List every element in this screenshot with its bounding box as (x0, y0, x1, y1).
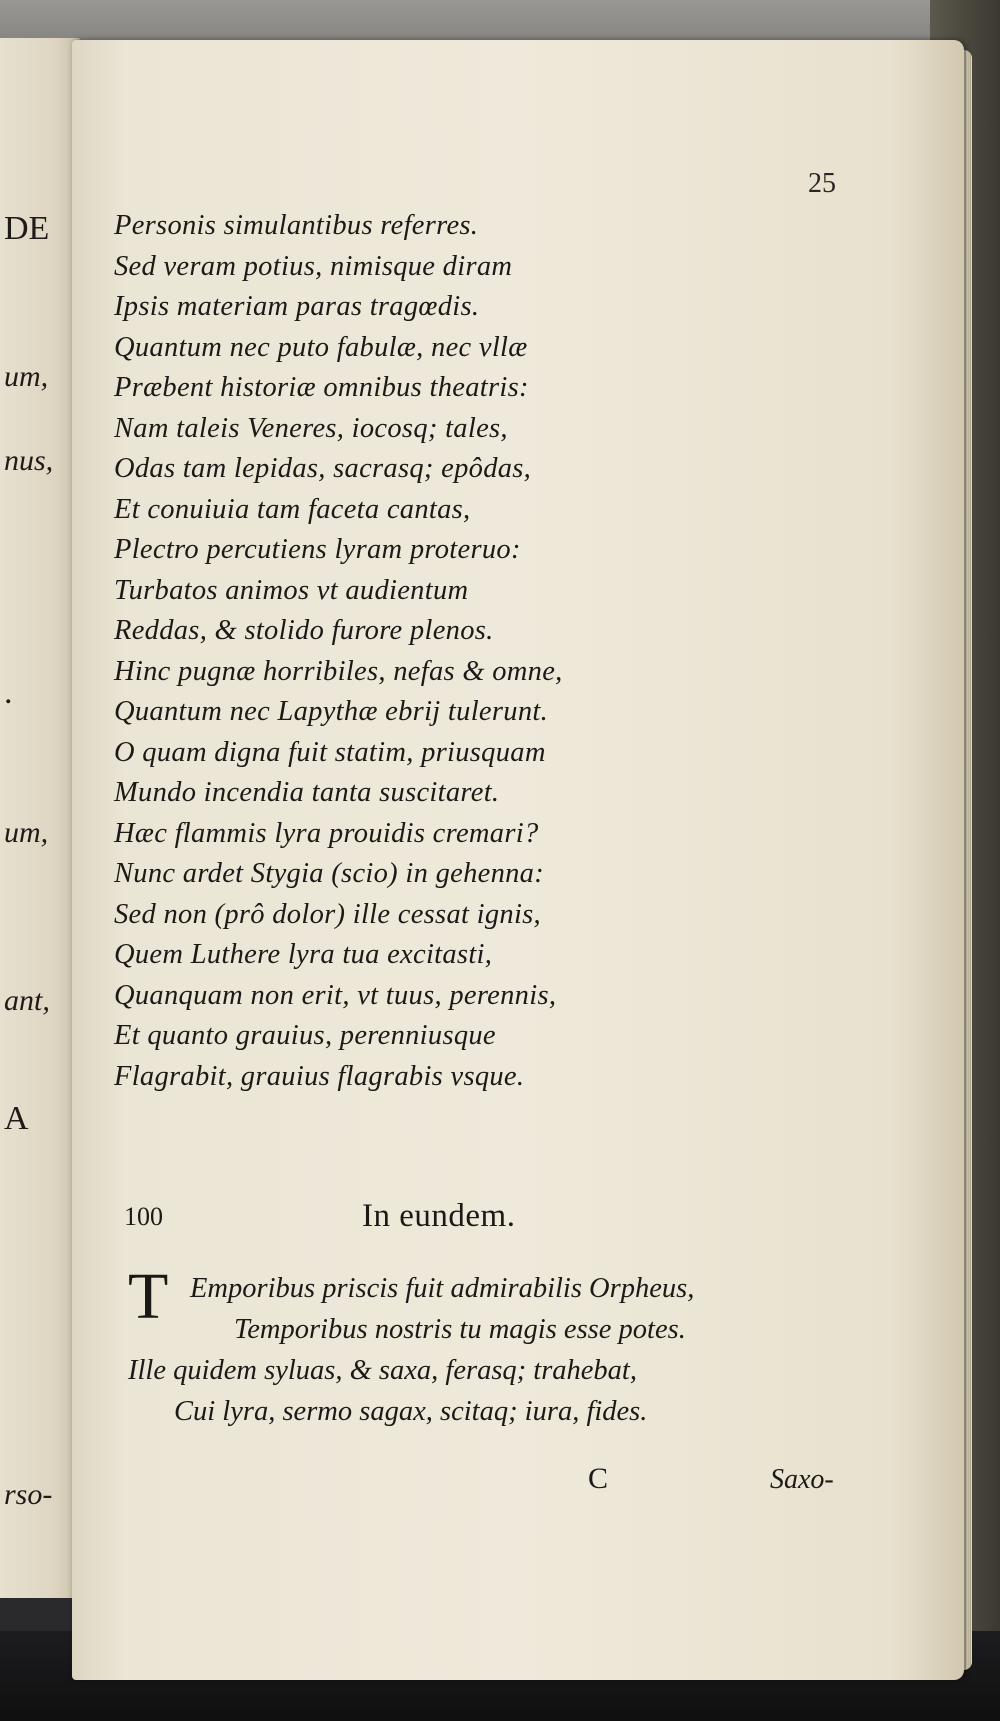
verse-line: Præbent historiæ omnibus theatris: (114, 372, 529, 403)
verse-line: Turbatos animos vt audientum (114, 574, 469, 606)
left-page-fragment: um, (4, 816, 49, 849)
verse-line: Quanquam non erit, vt tuus, perennis, (114, 979, 557, 1011)
verse-line: Odas tam lepidas, sacrasq; epôdas, (114, 453, 532, 484)
verse-line: Sed veram potius, nimisque diram (114, 250, 513, 282)
verse-line: Mundo incendia tanta suscitaret. (114, 777, 500, 808)
verse-line: Nam taleis Veneres, iocosq; tales, (114, 412, 508, 444)
verse-line: Quem Luthere lyra tua excitasti, (114, 939, 493, 970)
verse-line: O quam digna fuit statim, priusquam (114, 736, 546, 768)
epigram-line: Cui lyra, sermo sagax, scitaq; iura, fides. (174, 1396, 648, 1427)
verse-line: Sed non (prô dolor) ille cessat ignis, (114, 898, 541, 930)
left-page-fragment: ant, (4, 984, 50, 1017)
verse-line: Quantum nec puto fabulæ, nec vllæ (114, 331, 528, 363)
verse-line: Hinc pugnæ horribiles, nefas & omne, (114, 655, 563, 687)
drop-cap: T (128, 1260, 169, 1333)
left-page-fragment: DE (4, 210, 50, 247)
verse-line: Quantum nec Lapythæ ebrij tulerunt. (114, 696, 549, 727)
verse-line: Et quanto grauius, perenniusque (114, 1020, 496, 1051)
left-facing-page (0, 38, 80, 1598)
left-page-fragment: . (4, 674, 13, 711)
catchword: Saxo- (770, 1464, 834, 1495)
verse-line: Nunc ardet Stygia (scio) in gehenna: (114, 858, 545, 889)
verse-line: Et conuiuia tam faceta cantas, (114, 493, 471, 525)
verse-line: Reddas, & stolido furore plenos. (114, 615, 494, 646)
left-page-fragment: rso- (4, 1478, 53, 1511)
epigram-line: Ille quidem syluas, & saxa, ferasq; trahebat, (128, 1355, 637, 1386)
left-page-fragment: um, (4, 360, 49, 393)
verse-block (114, 206, 834, 1097)
verse-line: Flagrabit, grauius flagrabis vsque. (114, 1060, 525, 1092)
verse-line: Hæc flammis lyra prouidis cremari? (114, 817, 539, 849)
verse-line: Personis simulantibus referres. (114, 210, 479, 241)
verse-line: Ipsis materiam paras tragœdis. (114, 291, 480, 322)
left-page-fragment: nus, (4, 444, 54, 477)
left-page-fragment: A (4, 1100, 29, 1137)
page-number: 25 (808, 168, 836, 199)
verse-line: Plectro percutiens lyram proteruo: (114, 534, 521, 565)
signature-mark: C (588, 1462, 609, 1495)
epigram-line: Emporibus priscis fuit admirabilis Orpheus, (190, 1273, 695, 1304)
section-title: In eundem. (362, 1198, 516, 1234)
epigram-line: Temporibus nostris tu magis esse potes. (234, 1314, 686, 1345)
epigram-block (128, 1268, 848, 1432)
section-number: 100 (124, 1202, 163, 1231)
